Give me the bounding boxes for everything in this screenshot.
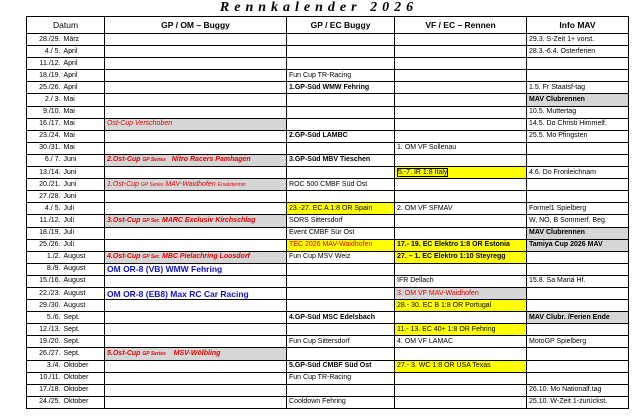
table-row <box>27 179 629 191</box>
month-cell: April <box>63 82 105 94</box>
table-row <box>27 82 629 94</box>
month-cell: Oktober <box>63 396 105 408</box>
vf-ec-cell <box>395 348 527 360</box>
table-row <box>27 384 629 396</box>
gp-om-cell <box>105 94 287 106</box>
vf-ec-cell <box>395 154 527 166</box>
vf-ec-cell <box>395 34 527 46</box>
gp-om-cell <box>105 130 287 142</box>
vf-ec-cell: 4. OM VF LAMAC <box>395 336 527 348</box>
vf-ec-cell <box>395 384 527 396</box>
gp-om-cell <box>105 34 287 46</box>
month-cell: August <box>63 275 105 287</box>
date-cell: 8./9. <box>27 263 63 275</box>
date-cell: 2./ 3. <box>27 94 63 106</box>
ost-cup-label: 1.Ost-Cup <box>107 180 139 188</box>
info-cell <box>527 58 629 70</box>
info-cell: 29.3. S-Zeit 1+ vorst. <box>527 34 629 46</box>
gp-ec-cell <box>287 263 395 275</box>
month-cell: Oktober <box>63 360 105 372</box>
series-label: GP Ser. <box>142 217 161 224</box>
table-row <box>27 215 629 227</box>
info-cell <box>527 179 629 191</box>
gp-ec-cell <box>287 118 395 130</box>
info-cell: 28.3.-6.4. Osterferien <box>527 46 629 58</box>
series-label: GP Ser. <box>142 254 161 261</box>
date-cell: 13./14. <box>27 167 63 179</box>
month-cell: Sept. <box>63 324 105 336</box>
gp-ec-cell <box>287 94 395 106</box>
table-row <box>27 34 629 46</box>
month-cell: Mai <box>63 94 105 106</box>
info-cell <box>527 360 629 372</box>
series-label: GP Series <box>142 157 166 164</box>
vf-ec-cell: 1. OM VF Sollenau <box>395 142 527 154</box>
gp-om-cell <box>105 384 287 396</box>
table-row <box>27 191 629 203</box>
date-cell: 6./ 7. <box>27 154 63 166</box>
vf-ec-cell <box>395 82 527 94</box>
date-cell: 15./16. <box>27 275 63 287</box>
ost-cup-label: 4.Ost-Cup <box>107 253 141 261</box>
header-gp-om: GP / OM – Buggy <box>105 17 287 34</box>
gp-ec-cell <box>287 167 395 179</box>
gp-om-cell <box>105 275 287 287</box>
gp-ec-cell <box>287 348 395 360</box>
vf-ec-cell <box>395 46 527 58</box>
date-cell: 5./6. <box>27 312 63 324</box>
table-row <box>27 396 629 408</box>
gp-ec-cell <box>287 142 395 154</box>
venue-label: MBC Pielachring Loosdorf <box>161 253 250 261</box>
gp-ec-cell <box>287 324 395 336</box>
gp-ec-cell: Fun Cup MSV Weiz <box>287 251 395 263</box>
gp-ec-cell <box>287 275 395 287</box>
month-cell: August <box>63 251 105 263</box>
gp-om-cell <box>105 215 287 227</box>
month-cell: März <box>63 34 105 46</box>
info-cell <box>527 191 629 203</box>
gp-om-cell <box>105 142 287 154</box>
gp-ec-cell: 2.GP-Süd LAMBC <box>287 130 395 142</box>
gp-ec-cell: ROC 500 CMBF Süd Ost <box>287 179 395 191</box>
gp-om-cell: OM OR-8 (EB8) Max RC Car Racing <box>105 287 287 299</box>
info-cell <box>527 70 629 82</box>
info-cell <box>527 324 629 336</box>
series-label: GP Series <box>142 350 166 357</box>
date-cell: 4./ 5. <box>27 46 63 58</box>
date-cell: 19./20. <box>27 336 63 348</box>
vf-ec-cell <box>395 106 527 118</box>
info-cell <box>527 142 629 154</box>
gp-ec-cell <box>287 46 395 58</box>
gp-ec-cell <box>287 191 395 203</box>
month-cell: April <box>63 70 105 82</box>
vf-ec-cell: 28.- 30. EC B 1:8 OR Portugal <box>395 300 527 312</box>
gp-ec-cell: Fun Cup TR-Racing <box>287 70 395 82</box>
gp-ec-cell <box>287 300 395 312</box>
date-cell: 16./17. <box>27 118 63 130</box>
info-cell <box>527 348 629 360</box>
month-cell: August <box>63 287 105 299</box>
info-cell <box>527 263 629 275</box>
gp-om-cell <box>105 312 287 324</box>
gp-om-cell <box>105 396 287 408</box>
vf-ec-cell: IFR Dellach <box>395 275 527 287</box>
date-cell: 25./26. <box>27 82 63 94</box>
gp-om-cell <box>105 360 287 372</box>
info-cell: 14.5. Do Christi Himmelf. <box>527 118 629 130</box>
vf-ec-cell <box>395 396 527 408</box>
info-cell <box>527 251 629 263</box>
date-cell: 29./30. <box>27 300 63 312</box>
header-info: Info MAV <box>527 17 629 34</box>
gp-om-cell <box>105 203 287 215</box>
month-cell: Juni <box>63 179 105 191</box>
ost-cup-label: 5.Ost-Cup <box>107 349 141 357</box>
date-cell: 11./12. <box>27 215 63 227</box>
note-label: Ersatztermin <box>217 181 246 188</box>
info-cell: W, NÖ, B Sommerf. Beg. <box>527 215 629 227</box>
table-row <box>27 167 629 179</box>
gp-ec-cell: 23.-27. EC A 1:8 OR Spain <box>287 203 395 215</box>
table-row <box>27 118 629 130</box>
month-cell: Sept. <box>63 336 105 348</box>
vf-ec-cell <box>395 58 527 70</box>
info-cell: Tamiya Cup 2026 MAV <box>527 239 629 251</box>
date-cell: 4./ 5. <box>27 203 63 215</box>
month-cell: Oktober <box>63 384 105 396</box>
table-row <box>27 106 629 118</box>
gp-ec-cell: Event CMBF Sür Ost <box>287 227 395 239</box>
table-row <box>27 239 629 251</box>
gp-om-cell <box>105 58 287 70</box>
gp-ec-cell: 4.GP-Süd MSC Edelsbach <box>287 312 395 324</box>
date-cell: 18./19. <box>27 70 63 82</box>
vf-ec-cell <box>395 312 527 324</box>
vf-ec-cell <box>395 372 527 384</box>
venue-label: Nitro Racers Pamhagen <box>171 156 251 164</box>
gp-ec-cell <box>287 106 395 118</box>
ost-cup-label: 3.Ost-Cup <box>107 216 141 224</box>
gp-ec-cell: 5.GP-Süd CMBF Süd Ost <box>287 360 395 372</box>
gp-om-cell: OM OR-8 (VB) WMW Fehring <box>105 263 287 275</box>
vf-ec-cell <box>395 263 527 275</box>
info-cell: 10.5. Muttertag <box>527 106 629 118</box>
table-row <box>27 360 629 372</box>
table-row <box>27 251 629 263</box>
date-cell: 30./31. <box>27 142 63 154</box>
gp-ec-cell: Fun Cup Sittersdorf <box>287 336 395 348</box>
vf-ec-cell <box>395 179 527 191</box>
gp-om-cell <box>105 227 287 239</box>
info-cell <box>527 154 629 166</box>
table-row <box>27 203 629 215</box>
month-cell: Juli <box>63 215 105 227</box>
month-cell: Juni <box>63 167 105 179</box>
vf-ec-cell <box>395 215 527 227</box>
gp-om-cell <box>105 106 287 118</box>
vf-ec-cell <box>395 227 527 239</box>
month-cell: August <box>63 300 105 312</box>
gp-om-cell <box>105 348 287 360</box>
vf-ec-cell <box>395 167 527 179</box>
table-row <box>27 58 629 70</box>
info-cell: 25.5. Mo Pfingsten <box>527 130 629 142</box>
venue-label: MARC Exclusiv Kirchschlag <box>161 216 256 224</box>
vf-ec-cell: 27.- 3. WC 1:8 OR USA Texas <box>395 360 527 372</box>
info-cell: 4.6. Do Fronleichnam <box>527 167 629 179</box>
month-cell: Juli <box>63 203 105 215</box>
vf-ec-cell <box>395 94 527 106</box>
gp-om-cell <box>105 70 287 82</box>
date-cell: 11./12. <box>27 58 63 70</box>
table-row <box>27 372 629 384</box>
date-cell: 28./29. <box>27 34 63 46</box>
header-datum: Datum <box>27 17 105 34</box>
info-cell <box>527 300 629 312</box>
table-row <box>27 94 629 106</box>
table-row <box>27 312 629 324</box>
table-row <box>27 263 629 275</box>
series-label: GP Series <box>140 181 164 188</box>
info-cell: 25.10. W-Zeit 1-zurückst. <box>527 396 629 408</box>
month-cell: Sept. <box>63 348 105 360</box>
date-cell: 24./25. <box>27 396 63 408</box>
month-cell: April <box>63 58 105 70</box>
month-cell: Mai <box>63 130 105 142</box>
month-cell: Mai <box>63 118 105 130</box>
header-vf-ec: VF / EC – Rennen <box>395 17 527 34</box>
month-cell: Juni <box>63 191 105 203</box>
gp-ec-cell: 3.GP-Süd MBV Tieschen <box>287 154 395 166</box>
gp-om-cell <box>105 336 287 348</box>
month-cell: Juli <box>63 227 105 239</box>
month-cell: Oktober <box>63 372 105 384</box>
info-cell: 15.8. Sa Mariä Hf. <box>527 275 629 287</box>
gp-om-cell <box>105 179 287 191</box>
month-cell: Juni <box>63 154 105 166</box>
month-cell: Sept. <box>63 312 105 324</box>
vf-ec-cell: 17.- 19. EC Elektro 1:8 OR Estonia <box>395 239 527 251</box>
gp-om-cell <box>105 82 287 94</box>
date-cell: 1./2. <box>27 251 63 263</box>
table-row <box>27 142 629 154</box>
gp-ec-cell <box>287 287 395 299</box>
vf-ec-cell: 11.- 13. EC 40+ 1:8 OR Fehring <box>395 324 527 336</box>
gp-ec-cell: Fun Cup TR-Racing <box>287 372 395 384</box>
date-cell: 20./21. <box>27 179 63 191</box>
info-cell <box>527 287 629 299</box>
table-row <box>27 154 629 166</box>
table-row <box>27 336 629 348</box>
month-cell: August <box>63 263 105 275</box>
date-cell: 26./27. <box>27 348 63 360</box>
vf-ec-cell <box>395 191 527 203</box>
table-row <box>27 70 629 82</box>
date-cell: 3./4. <box>27 360 63 372</box>
info-cell <box>527 372 629 384</box>
ost-cup-label: 2.Ost-Cup <box>107 156 141 164</box>
vf-ec-cell <box>395 70 527 82</box>
gp-om-cell <box>105 46 287 58</box>
table-row <box>27 275 629 287</box>
gp-om-cell <box>105 324 287 336</box>
date-cell: 23./24. <box>27 130 63 142</box>
event-label: 5.-7. IR 1:8 Italy <box>398 168 448 176</box>
gp-om-cell <box>105 167 287 179</box>
vf-ec-cell: 27. – 1. EC Elektro 1:10 Steyregg <box>395 251 527 263</box>
table-row <box>27 227 629 239</box>
venue-label: MSV-Wölbling <box>173 349 221 357</box>
gp-om-cell <box>105 154 287 166</box>
info-cell: 1.5. Fr Staatsf-tag <box>527 82 629 94</box>
gp-ec-cell: TEC 2026 MAV-Waidhofen <box>287 239 395 251</box>
gp-ec-cell <box>287 34 395 46</box>
month-cell: Mai <box>63 106 105 118</box>
gp-om-cell <box>105 239 287 251</box>
info-cell: MAV Clubrennen <box>527 227 629 239</box>
date-cell: 17./18. <box>27 384 63 396</box>
venue-label: MAV-Waidhofen <box>165 180 216 188</box>
gp-ec-cell: Cooldown Fehring <box>287 396 395 408</box>
gp-ec-cell <box>287 384 395 396</box>
vf-ec-cell: 3. OM VF MAV-Waidhofen <box>395 287 527 299</box>
vf-ec-cell <box>395 118 527 130</box>
date-cell: 27./28. <box>27 191 63 203</box>
month-cell: Juli <box>63 239 105 251</box>
info-cell: MAV Clubrennen <box>527 94 629 106</box>
vf-ec-cell: 2. OM VF SFMAV <box>395 203 527 215</box>
date-cell: 25./26. <box>27 239 63 251</box>
table-row <box>27 46 629 58</box>
table-row <box>27 348 629 360</box>
month-cell: Mai <box>63 142 105 154</box>
table-row <box>27 130 629 142</box>
month-cell: April <box>63 46 105 58</box>
table-row <box>27 324 629 336</box>
date-cell: 22./23. <box>27 287 63 299</box>
date-cell: 18./19. <box>27 227 63 239</box>
info-cell: 26.10. Mo Nationalf.tag <box>527 384 629 396</box>
table-row <box>27 287 629 299</box>
gp-om-cell <box>105 300 287 312</box>
gp-om-cell <box>105 372 287 384</box>
date-cell: 12./13. <box>27 324 63 336</box>
gp-ec-cell <box>287 58 395 70</box>
date-cell: 9./10. <box>27 106 63 118</box>
vf-ec-cell <box>395 130 527 142</box>
header-row <box>27 17 629 34</box>
gp-ec-cell: SORS Sittersdorf <box>287 215 395 227</box>
gp-ec-cell: 1.GP-Süd WMW Fehring <box>287 82 395 94</box>
gp-om-cell <box>105 251 287 263</box>
page-title: Rennkalender 2026 <box>219 0 419 15</box>
race-calendar-table <box>26 16 629 409</box>
gp-om-cell: Ost-Cup Verschoben <box>105 118 287 130</box>
info-cell: Formel1 Spielberg <box>527 203 629 215</box>
info-cell: MotoGP Spielberg <box>527 336 629 348</box>
info-cell: MAV Clubr. /Ferien Ende <box>527 312 629 324</box>
table-row <box>27 300 629 312</box>
gp-om-cell <box>105 191 287 203</box>
date-cell: 10./11. <box>27 372 63 384</box>
header-gp-ec: GP / EC Buggy <box>287 17 395 34</box>
